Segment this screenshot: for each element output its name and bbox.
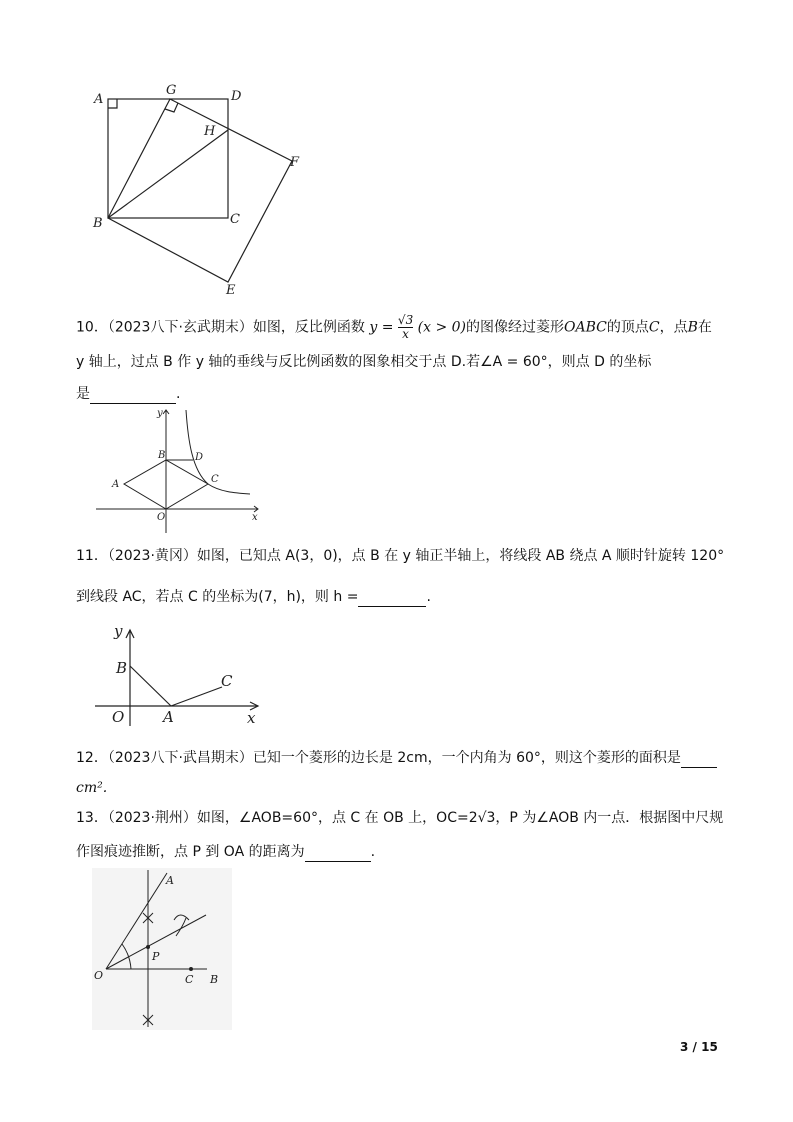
label-A: A — [94, 92, 104, 107]
label-C: C — [211, 474, 219, 485]
label-O: O — [94, 969, 104, 982]
label-B: B — [210, 973, 219, 986]
label-y: y — [114, 622, 123, 640]
label-A: A — [112, 479, 120, 490]
figure-squares — [85, 80, 315, 305]
label-B: B — [158, 450, 166, 461]
q13-line1: 13．（2023·荆州）如图，∠AOB=60°，点 C 在 OB 上，OC=2√3，P 为∠AOB 内一点．根据图中尺规 — [76, 810, 724, 826]
q12-line1: 12．（2023八下·武昌期末）已知一个菱形的边长是 2cm，一个内角为 60°，则这个菱形的面积是 — [76, 748, 717, 768]
label-A: A — [163, 708, 174, 726]
label-A: A — [166, 874, 174, 887]
answer-blank-11[interactable] — [358, 592, 426, 607]
label-C: C — [185, 973, 194, 986]
label-y: y — [157, 408, 163, 419]
q10-line3: 是 . — [76, 386, 181, 402]
label-C: C — [230, 212, 240, 227]
label-H: H — [204, 124, 216, 139]
page-number: 3 / 15 — [680, 1040, 718, 1054]
q11-line2: 到线段 AC，若点 C 的坐标为(7，h)，则 h = . — [76, 589, 431, 605]
label-G: G — [166, 83, 177, 98]
answer-blank-12[interactable] — [681, 753, 717, 768]
q10-line1: 10．（2023八下·玄武期末）如图，反比例函数 y = $\frac{√3}{x}$ (x > 0)的图像经过菱形OABC的顶点C，点B在 — [76, 313, 712, 341]
q13-line2: 作图痕迹推断，点 P 到 OA 的距离为 . — [76, 844, 376, 860]
q11-line1: 11．（2023·黄冈）如图，已知点 A(3，0)，点 B 在 y 轴正半轴上，将线段 AB 绕点 A 顺时针旋转 120° — [76, 548, 725, 564]
label-B: B — [93, 216, 103, 231]
label-D: D — [231, 89, 242, 104]
figure-rotation — [92, 618, 272, 730]
label-O: O — [157, 512, 166, 523]
answer-blank-13[interactable] — [305, 847, 371, 862]
label-F: F — [290, 155, 300, 170]
label-C: C — [221, 672, 233, 690]
label-D: D — [195, 452, 204, 463]
label-x: x — [252, 512, 258, 523]
label-B: B — [116, 659, 128, 677]
answer-blank-10[interactable] — [90, 389, 176, 404]
figure-rhombus-hyperbola — [92, 405, 267, 535]
figure-angle-construction — [92, 868, 232, 1030]
q12-line2: cm². — [76, 780, 108, 796]
label-E: E — [226, 283, 236, 298]
label-O: O — [112, 708, 125, 726]
label-x: x — [247, 709, 256, 727]
label-P: P — [152, 950, 160, 963]
q10-line2: y 轴上，过点 B 作 y 轴的垂线与反比例函数的图象相交于点 D.若∠A = 60°，则点 D 的坐标 — [76, 354, 652, 370]
